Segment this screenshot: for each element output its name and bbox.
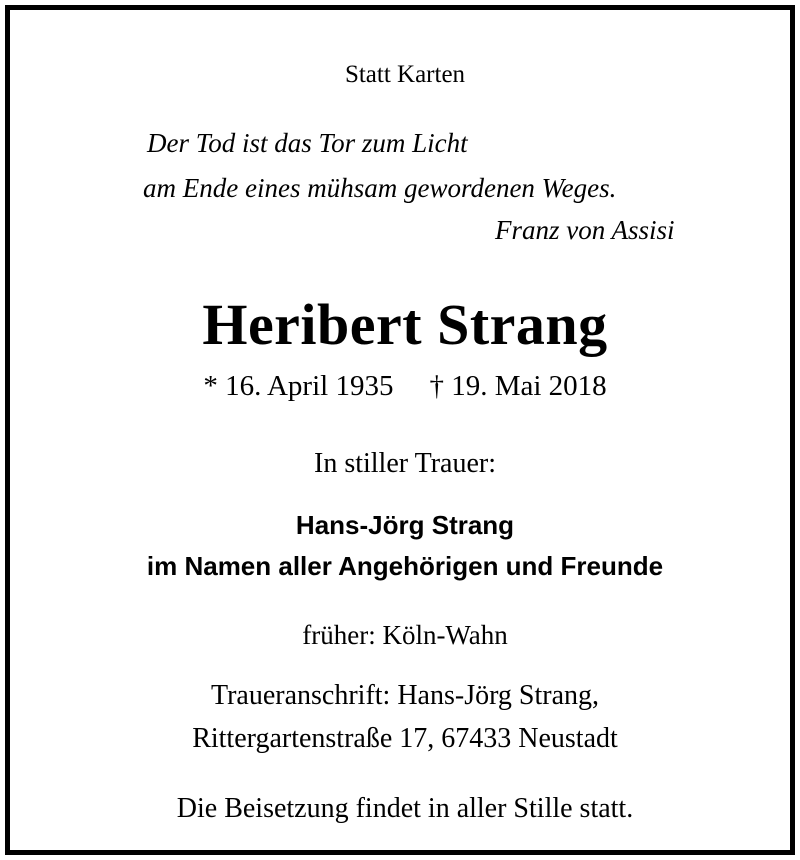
- obituary-notice: [5, 5, 795, 855]
- quote-line-1: Der Tod ist das Tor zum Licht: [147, 128, 468, 158]
- death-date: † 19. Mai 2018: [429, 370, 607, 402]
- former-residence: früher: Köln-Wahn: [302, 620, 508, 650]
- quote-author: Franz von Assisi: [495, 215, 675, 245]
- family-name: Hans-Jörg Strang: [295, 510, 515, 540]
- mourning-intro: In stiller Trauer:: [314, 448, 496, 479]
- birth-date: * 16. April 1935: [203, 370, 394, 402]
- deceased-name: Heribert Strang: [202, 292, 608, 357]
- life-dates: [10, 372, 800, 401]
- mourning-address-line-1: Traueranschrift: Hans-Jörg Strang,: [210, 680, 600, 711]
- quote-line-2: am Ende eines mühsam gewordenen Weges.: [143, 173, 617, 203]
- family-relatives: im Namen aller Angehörigen und Freunde: [146, 551, 664, 581]
- mourning-address-line-2: Rittergartenstraße 17, 67433 Neustadt: [192, 723, 618, 754]
- burial-notice: Die Beisetzung findet in aller Stille statt.: [176, 793, 634, 824]
- header-statt-karten: Statt Karten: [344, 61, 466, 88]
